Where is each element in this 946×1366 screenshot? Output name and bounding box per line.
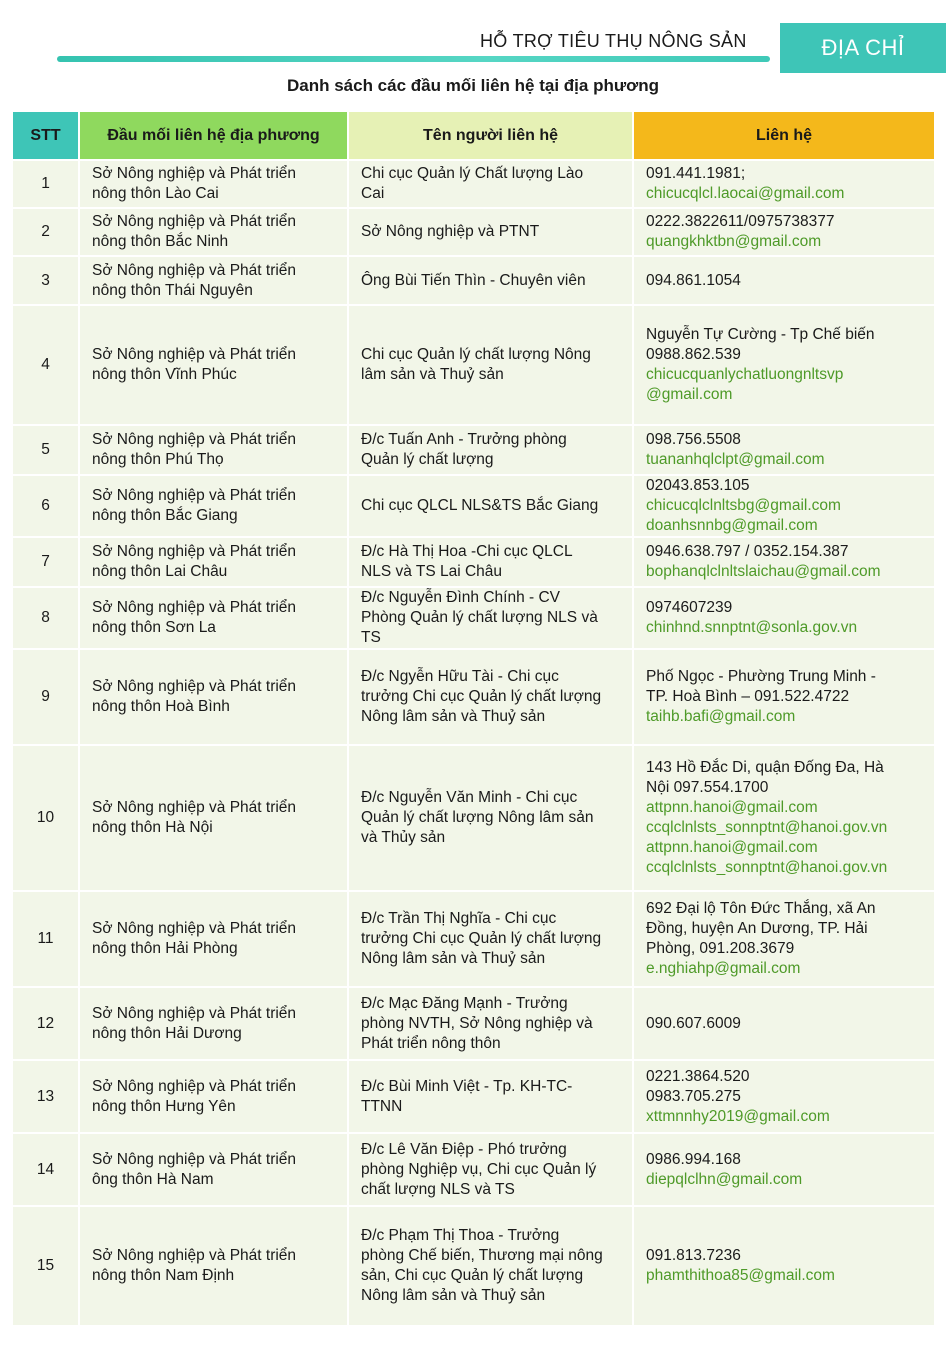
contact-name-cell bbox=[347, 986, 632, 1059]
contact-name-cell bbox=[347, 1205, 632, 1325]
email-link[interactable]: diepqlclhn@gmail.com bbox=[646, 1170, 803, 1188]
agency-cell-line: Sở Nông nghiệp và Phát triển bbox=[92, 678, 297, 695]
row-number: 3 bbox=[13, 255, 78, 304]
contact-cell bbox=[632, 159, 934, 207]
agency-cell bbox=[78, 586, 347, 648]
contact-name-cell-line: Nông lâm sản và Thuỷ sản bbox=[361, 950, 546, 967]
email-link[interactable]: phamthithoa85@gmail.com bbox=[646, 1267, 835, 1284]
contact-name-cell-line: chất lượng NLS và TS bbox=[361, 1180, 515, 1198]
agency-cell bbox=[78, 536, 347, 586]
agency-cell-line: nông thôn Bắc Ninh bbox=[92, 233, 229, 250]
contacts-table bbox=[13, 112, 934, 1325]
contact-name-cell-line: Đ/c Trần Thị Nghĩa - Chi cục bbox=[361, 910, 557, 927]
contact-name-cell-line: Cai bbox=[361, 185, 385, 202]
contact-name-cell bbox=[347, 744, 632, 890]
contact-cell bbox=[632, 890, 934, 986]
table-row bbox=[13, 424, 934, 474]
contact-name-cell-line: sản, Chi cục Quản lý chất lượng bbox=[361, 1267, 584, 1284]
row-number: 15 bbox=[13, 1205, 78, 1325]
contact-info-line: 0221.3864.520 bbox=[646, 1067, 750, 1085]
agency-cell-line: Sở Nông nghiệp và Phát triển bbox=[92, 431, 297, 448]
email-link[interactable]: chicucqlcl.laocai@gmail.com bbox=[646, 185, 845, 202]
contact-name-cell-line: và Thủy sản bbox=[361, 829, 446, 846]
agency-cell bbox=[78, 890, 347, 986]
agency-cell-line: Sở Nông nghiệp và Phát triển bbox=[92, 543, 297, 560]
row-number: 9 bbox=[13, 648, 78, 744]
row-number: 8 bbox=[13, 586, 78, 648]
contact-info-line: 0983.705.275 bbox=[646, 1087, 741, 1105]
contact-name-cell-line: Đ/c Lê Văn Điệp - Phó trưởng bbox=[361, 1140, 567, 1158]
contact-name-cell-line: Đ/c Hà Thị Hoa -Chi cục QLCL bbox=[361, 543, 573, 560]
agency-cell bbox=[78, 648, 347, 744]
contact-name-cell-line: Chi cục Quản lý Chất lượng Lào bbox=[361, 165, 584, 182]
column-header-stt: STT bbox=[13, 112, 78, 159]
contact-name-cell bbox=[347, 304, 632, 424]
agency-cell-line: Sở Nông nghiệp và Phát triển bbox=[92, 213, 297, 230]
email-link[interactable]: doanhsnnbg@gmail.com bbox=[646, 517, 818, 534]
contact-name-cell-line: Đ/c Nguyễn Đình Chính - CV bbox=[361, 589, 561, 606]
contact-name-cell bbox=[347, 1059, 632, 1132]
contact-name-cell-line: Nông lâm sản và Thuỷ sản bbox=[361, 708, 546, 725]
contact-cell bbox=[632, 648, 934, 744]
agency-cell-line: nông thôn Vĩnh Phúc bbox=[92, 366, 237, 383]
agency-cell-line: nông thôn Hà Nội bbox=[92, 819, 213, 836]
agency-cell-line: Sở Nông nghiệp và Phát triển bbox=[92, 1247, 297, 1264]
agency-cell-line: nông thôn Thái Nguyên bbox=[92, 281, 253, 299]
table-row bbox=[13, 1205, 934, 1325]
email-link[interactable]: ccqlclnlsts_sonnptnt@hanoi.gov.vn bbox=[646, 859, 888, 876]
email-link[interactable]: chicucqlclnltsbg@gmail.com bbox=[646, 497, 841, 514]
table-row bbox=[13, 159, 934, 207]
contact-name-cell-line: phòng Chế biến, Thương mại nông bbox=[361, 1247, 603, 1264]
contact-name-cell bbox=[347, 586, 632, 648]
agency-cell bbox=[78, 474, 347, 536]
contact-name-cell-line: phòng NVTH, Sở Nông nghiệp và bbox=[361, 1014, 593, 1032]
contact-name-cell-line: Đ/c Mạc Đăng Mạnh - Trưởng bbox=[361, 994, 568, 1012]
contact-name-cell bbox=[347, 474, 632, 536]
header-title: HỖ TRỢ TIÊU THỤ NÔNG SẢN bbox=[480, 31, 747, 51]
contact-cell bbox=[632, 744, 934, 890]
agency-cell bbox=[78, 424, 347, 474]
agency-cell-line: Sở Nông nghiệp và Phát triển bbox=[92, 346, 297, 363]
contact-cell bbox=[632, 424, 934, 474]
table-row bbox=[13, 1132, 934, 1205]
contact-info-line: 091.813.7236 bbox=[646, 1247, 741, 1264]
row-number: 2 bbox=[13, 207, 78, 255]
agency-cell-line: Sở Nông nghiệp và Phát triển bbox=[92, 487, 297, 504]
contact-info-line: 02043.853.105 bbox=[646, 477, 750, 494]
contact-info-line: 098.756.5508 bbox=[646, 431, 741, 448]
contact-name-cell-line: trưởng Chi cục Quản lý chất lượng bbox=[361, 688, 602, 705]
contact-info-line: 0974607239 bbox=[646, 599, 733, 616]
column-header-agency: Đầu mối liên hệ địa phương bbox=[78, 112, 347, 159]
row-number: 7 bbox=[13, 536, 78, 586]
contact-info-line: 143 Hồ Đắc Di, quận Đống Đa, Hà bbox=[646, 759, 884, 776]
agency-cell bbox=[78, 304, 347, 424]
contact-name-cell-line: Sở Nông nghiệp và PTNT bbox=[361, 223, 540, 240]
table-row bbox=[13, 474, 934, 536]
agency-cell-line: Sở Nông nghiệp và Phát triển bbox=[92, 920, 297, 937]
table-row bbox=[13, 1059, 934, 1132]
contact-name-cell-line: Đ/c Nguyễn Văn Minh - Chi cục bbox=[361, 789, 578, 806]
agency-cell bbox=[78, 744, 347, 890]
contact-name-cell-line: Ông Bùi Tiến Thìn - Chuyên viên bbox=[361, 271, 586, 289]
table-row bbox=[13, 586, 934, 648]
contact-name-cell-line: Đ/c Ngyễn Hữu Tài - Chi cục bbox=[361, 668, 559, 685]
table-header-row bbox=[13, 112, 934, 159]
table-row bbox=[13, 986, 934, 1059]
agency-cell bbox=[78, 1059, 347, 1132]
agency-cell bbox=[78, 1205, 347, 1325]
row-number: 12 bbox=[13, 986, 78, 1059]
column-header-contact: Liên hệ bbox=[632, 112, 934, 159]
contact-info-line: 0946.638.797 / 0352.154.387 bbox=[646, 543, 849, 560]
row-number: 14 bbox=[13, 1132, 78, 1205]
row-number: 13 bbox=[13, 1059, 78, 1132]
column-header-contact-name: Tên người liên hệ bbox=[347, 112, 632, 159]
row-number: 11 bbox=[13, 890, 78, 986]
email-link[interactable]: attpnn.hanoi@gmail.com bbox=[646, 799, 818, 816]
email-link[interactable]: @gmail.com bbox=[646, 386, 733, 403]
contact-name-cell-line: Phát triển nông thôn bbox=[361, 1034, 501, 1052]
contact-name-cell-line: phòng Nghiệp vụ, Chi cục Quản lý bbox=[361, 1160, 597, 1178]
section-tab: ĐỊA CHỈ bbox=[780, 23, 946, 73]
contact-name-cell-line: NLS và TS Lai Châu bbox=[361, 563, 503, 580]
contact-name-cell bbox=[347, 255, 632, 304]
contact-name-cell bbox=[347, 1132, 632, 1205]
contact-name-cell-line: lâm sản và Thuỷ sản bbox=[361, 366, 504, 383]
email-link[interactable]: ccqlclnlsts_sonnptnt@hanoi.gov.vn bbox=[646, 819, 888, 836]
contact-name-cell-line: trưởng Chi cục Quản lý chất lượng bbox=[361, 930, 602, 947]
contact-info-line: 0222.3822611/0975738377 bbox=[646, 213, 835, 230]
agency-cell-line: nông thôn Hải Dương bbox=[92, 1024, 242, 1042]
row-number: 1 bbox=[13, 159, 78, 207]
table-row bbox=[13, 207, 934, 255]
agency-cell bbox=[78, 207, 347, 255]
agency-cell-line: nông thôn Hưng Yên bbox=[92, 1097, 236, 1115]
contact-info-line: 0988.862.539 bbox=[646, 346, 741, 363]
contact-cell bbox=[632, 304, 934, 424]
agency-cell-line: ông thôn Hà Nam bbox=[92, 1170, 214, 1188]
contact-name-cell-line: Quản lý chất lượng bbox=[361, 451, 494, 468]
agency-cell-line: nông thôn Phú Thọ bbox=[92, 451, 224, 468]
agency-cell-line: nông thôn Hải Phòng bbox=[92, 940, 238, 957]
contact-info-line: Phòng, 091.208.3679 bbox=[646, 940, 795, 957]
table-row bbox=[13, 648, 934, 744]
contact-name-cell-line: Phòng Quản lý chất lượng NLS và bbox=[361, 609, 598, 626]
contact-name-cell bbox=[347, 648, 632, 744]
email-link[interactable]: xttmnnhy2019@gmail.com bbox=[646, 1107, 830, 1125]
contact-cell bbox=[632, 1205, 934, 1325]
agency-cell bbox=[78, 255, 347, 304]
agency-cell-line: nông thôn Hoà Bình bbox=[92, 698, 230, 715]
agency-cell-line: Sở Nông nghiệp và Phát triển bbox=[92, 261, 297, 279]
contact-name-cell bbox=[347, 159, 632, 207]
email-link[interactable]: quangkhktbn@gmail.com bbox=[646, 233, 822, 250]
row-number: 4 bbox=[13, 304, 78, 424]
contact-name-cell bbox=[347, 207, 632, 255]
table-row bbox=[13, 255, 934, 304]
contact-info-line: Nội 097.554.1700 bbox=[646, 779, 769, 796]
agency-cell-line: Sở Nông nghiệp và Phát triển bbox=[92, 1150, 297, 1168]
contact-cell bbox=[632, 986, 934, 1059]
contact-cell bbox=[632, 1132, 934, 1205]
agency-cell-line: Sở Nông nghiệp và Phát triển bbox=[92, 599, 297, 616]
contact-info-line: 090.607.6009 bbox=[646, 1014, 741, 1032]
contact-name-cell-line: Chi cục Quản lý chất lượng Nông bbox=[361, 346, 591, 363]
contact-name-cell-line: Quản lý chất lượng Nông lâm sản bbox=[361, 809, 594, 826]
contact-info-line: 692 Đại lộ Tôn Đức Thắng, xã An bbox=[646, 900, 876, 917]
row-number: 5 bbox=[13, 424, 78, 474]
contact-info-line: 094.861.1054 bbox=[646, 271, 741, 289]
email-link[interactable]: taihb.bafi@gmail.com bbox=[646, 708, 796, 725]
contact-cell bbox=[632, 255, 934, 304]
contact-cell bbox=[632, 207, 934, 255]
row-number: 6 bbox=[13, 474, 78, 536]
agency-cell bbox=[78, 986, 347, 1059]
contact-name-cell bbox=[347, 536, 632, 586]
agency-cell-line: nông thôn Sơn La bbox=[92, 619, 216, 636]
contact-cell bbox=[632, 586, 934, 648]
header-rule bbox=[57, 56, 770, 62]
contact-name-cell-line: Đ/c Bùi Minh Việt - Tp. KH-TC- bbox=[361, 1077, 573, 1095]
email-link[interactable]: chicucquanlychatluongnltsvp bbox=[646, 366, 844, 383]
contact-info-line: Đồng, huyện An Dương, TP. Hải bbox=[646, 920, 868, 937]
contact-cell bbox=[632, 474, 934, 536]
contact-name-cell-line: Đ/c Phạm Thị Thoa - Trưởng bbox=[361, 1227, 560, 1244]
contact-info-line: Phố Ngọc - Phường Trung Minh - bbox=[646, 668, 876, 685]
table-row bbox=[13, 744, 934, 890]
table-row bbox=[13, 304, 934, 424]
row-number: 10 bbox=[13, 744, 78, 890]
contact-cell bbox=[632, 536, 934, 586]
email-link[interactable]: chinhnd.snnptnt@sonla.gov.vn bbox=[646, 619, 858, 636]
contact-name-cell-line: Nông lâm sản và Thuỷ sản bbox=[361, 1287, 546, 1304]
contact-name-cell-line: TS bbox=[361, 629, 381, 646]
table-row bbox=[13, 536, 934, 586]
agency-cell bbox=[78, 159, 347, 207]
agency-cell-line: nông thôn Nam Định bbox=[92, 1267, 235, 1284]
email-link[interactable]: attpnn.hanoi@gmail.com bbox=[646, 839, 818, 856]
agency-cell-line: Sở Nông nghiệp và Phát triển bbox=[92, 1077, 297, 1095]
email-link[interactable]: bophanqlclnltslaichau@gmail.com bbox=[646, 563, 881, 580]
contact-name-cell bbox=[347, 890, 632, 986]
contact-info-line: Nguyễn Tự Cường - Tp Chế biến bbox=[646, 326, 875, 343]
contact-info-line: 091.441.1981; bbox=[646, 165, 746, 182]
contact-info-line: 0986.994.168 bbox=[646, 1150, 741, 1168]
contact-name-cell-line: Đ/c Tuấn Anh - Trưởng phòng bbox=[361, 431, 567, 448]
agency-cell-line: nông thôn Lai Châu bbox=[92, 563, 228, 580]
table-row bbox=[13, 890, 934, 986]
email-link[interactable]: e.nghiahp@gmail.com bbox=[646, 960, 801, 977]
email-link[interactable]: tuananhqlclpt@gmail.com bbox=[646, 451, 825, 468]
contact-name-cell bbox=[347, 424, 632, 474]
contact-cell bbox=[632, 1059, 934, 1132]
agency-cell-line: Sở Nông nghiệp và Phát triển bbox=[92, 165, 297, 182]
agency-cell bbox=[78, 1132, 347, 1205]
contact-name-cell-line: Chi cục QLCL NLS&TS Bắc Giang bbox=[361, 497, 599, 514]
contact-name-cell-line: TTNN bbox=[361, 1097, 403, 1115]
agency-cell-line: Sở Nông nghiệp và Phát triển bbox=[92, 1004, 297, 1022]
agency-cell-line: Sở Nông nghiệp và Phát triển bbox=[92, 799, 297, 816]
document-title: Danh sách các đầu mối liên hệ tại địa phương bbox=[286, 76, 660, 95]
contact-info-line: TP. Hoà Bình – 091.522.4722 bbox=[646, 688, 850, 705]
agency-cell-line: nông thôn Bắc Giang bbox=[92, 507, 238, 524]
agency-cell-line: nông thôn Lào Cai bbox=[92, 185, 219, 202]
